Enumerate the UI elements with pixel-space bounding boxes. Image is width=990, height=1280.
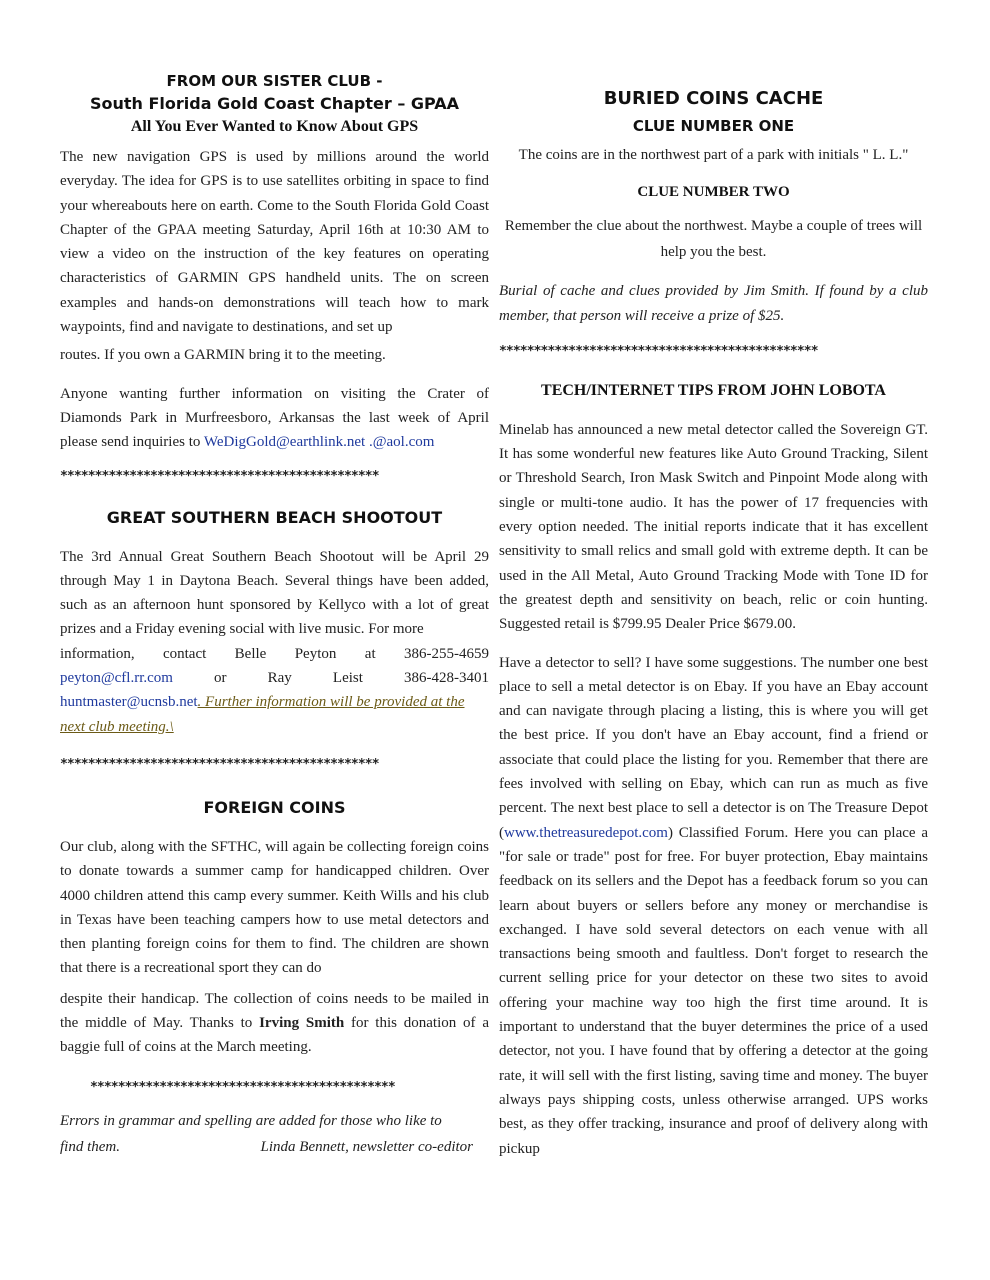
foreign-coins-body-2	[60, 987, 489, 1060]
sell-text-b: ) Classified Forum. Here you can place a "for sale or trade" post for free. For buyer protection, Ebay maintains feedback on its sellers and the Depot has a feedback forum so you can learn about buyers or sellers before any money or merchandise is exchanged. I have sold several detectors on each venue with all transactions being smooth and faultless. Don't forget to research the current selling price for your detector on these two sites to avoid offering your machine way too high the first time around. It is important to understand that the buyer determines the price of a used detector, not you. I have found that by offering a detector at the going rate, it will sell with the first listing, saving time and money. The buyer always pays shipping costs, unless otherwise arranged. UPS works best, as they offer tracking, insurance and proof of delivery along with pickup	[499, 824, 928, 1157]
foreign-coins-body: Our club, along with the SFTHC, will again be collecting foreign coins to donate towards a summer camp for handicapped children. Over 4000 children attend this camp every summer. Keith Wills and his club in Texas have been teaching campers how to use metal detectors and then planting foreign coins for them to find. The children are shown that there is a recreational sport they can do	[60, 838, 489, 977]
ray-word: Ray	[267, 670, 292, 687]
crater-email-link[interactable]: WeDigGold@earthlink.net .@aol.com	[203, 434, 435, 451]
cache-burial-note: Burial of cache and clues provided by Jim Smith. If found by a club member, that person will receive a prize of $25.	[499, 283, 928, 324]
foreign-coins-text: despite their handicap. The collection of coins needs to be mailed in the middle of May. Thanks to	[60, 990, 489, 1032]
crater-text: Anyone wanting further information on visiting the Crater of Diamonds Park in Murfreesboro, Arkansas the last week of April please send inquiries to	[60, 385, 489, 451]
beach-contact-line-2	[60, 666, 489, 690]
divider-stars: **********************************************	[60, 468, 379, 484]
sell-detector-paragraph	[499, 651, 928, 1161]
left-column	[60, 70, 489, 1156]
minelab-paragraph: Minelab has announced a new metal detector called the Sovereign GT. It has some wonderful new features like Auto Ground Tracking, Silent or Threshold Search, Iron Mask Switch and Pinpoint Mode along with single or multi-tone audio. It has the power of 17 frequencies with every option needed. The initial reports indicate that it has excellent sensitivity to small relics and small gold with extreme depth. It can be used in the All Metal, Auto Ground Tracking Mode with Tone ID for the greatest depth and sensitivity on beach, relic or coin hunting. Suggested retail is $799.95 Dealer Price $679.00.	[499, 421, 928, 633]
contact-word: information,	[60, 645, 135, 662]
foreign-coins-text-end: for this donation of a baggie full of coins at the March meeting.	[60, 1015, 489, 1056]
gps-article-title: All You Ever Wanted to Know About GPS	[130, 118, 419, 135]
beach-shootout-body: The 3rd Annual Great Southern Beach Shootout will be April 29 through May 1 in Daytona Beach. Several things have been added, such as an afternoon hunt sponsored by Kellyco with a lot of great prizes and a Friday evening social with live music. For more	[60, 548, 489, 638]
co-editor-signature: Linda Bennett, newsletter co-editor	[260, 1138, 473, 1155]
beach-further-paragraph	[60, 690, 489, 739]
clue-two-text: Remember the clue about the northwest. Maybe a couple of trees will help you the best.	[504, 218, 923, 261]
contact-word: contact	[162, 645, 207, 662]
peyton-email-link[interactable]: peyton@cfl.rr.com	[60, 670, 173, 687]
clue-one-text: The coins are in the northwest part of a park with initials " L. L."	[518, 147, 909, 163]
huntmaster-email-link[interactable]: huntmaster@ucnsb.net	[60, 694, 198, 711]
divider-stars: ********************************************	[90, 1079, 395, 1095]
gps-article-body-end: routes. If you own a GARMIN bring it to the meeting.	[60, 347, 386, 364]
beach-contact-line	[60, 642, 489, 666]
donor-name: Irving Smith	[259, 1015, 345, 1032]
contact-word: Belle	[234, 645, 267, 662]
contact-word: at	[364, 645, 376, 662]
beach-shootout-title: GREAT SOUTHERN BEACH SHOOTOUT	[106, 507, 443, 527]
clue-two-title: CLUE NUMBER TWO	[637, 184, 790, 201]
foreign-coins-title: FOREIGN COINS	[203, 797, 346, 817]
signature-line	[60, 1139, 489, 1156]
contact-phone: 386-255-4659	[404, 645, 489, 662]
clue-one-title: CLUE NUMBER ONE	[632, 117, 795, 135]
crater-paragraph	[60, 382, 489, 455]
leist-word: Leist	[332, 670, 363, 687]
sell-text-a: Have a detector to sell? I have some suggestions. The number one best place to sell a metal detector is on Ebay. If you have an Ebay account and can navigate through placing a listing, this is where you will get the best price. If you don't have an Ebay account, find a friend or associate that could place the listing for you. Remember that there are fees involved with selling on Ebay, which can run as much as five percent. The next best place to sell a detector is on The Treasure Depot (	[499, 654, 928, 841]
contact-word: Peyton	[294, 645, 337, 662]
ray-leist-phone: 386-428-3401	[404, 670, 489, 687]
or-word: or	[214, 670, 227, 687]
tech-tips-title: TECH/INTERNET TIPS FROM JOHN LOBOTA	[541, 381, 886, 399]
sister-club-name: South Florida Gold Coast Chapter – GPAA	[89, 94, 460, 113]
sister-club-kicker: FROM OUR SISTER CLUB -	[166, 72, 383, 90]
errors-note: Errors in grammar and spelling are added for those who like to	[60, 1112, 442, 1129]
gps-article-body: The new navigation GPS is used by millions around the world everyday. The idea for GPS is to use satellites orbiting in space to find your whereabouts here on earth. Come to the South Florida Gold Coast Chapter of the GPAA meeting Saturday, April 16th at 10:30 AM to view a video on the instruction of the key features on operating characteristics of GARMIN GPS handheld units. The on screen examples and hands-on demonstrations will teach how to mark waypoints, find and navigate to destinations, and set up	[60, 149, 489, 336]
divider-stars: **********************************************	[60, 756, 379, 772]
beach-further-info: . Further information will be provided at the next club meeting.\	[60, 694, 465, 735]
treasure-depot-link[interactable]: www.thetreasuredepot.com	[504, 824, 668, 841]
cache-title: BURIED COINS CACHE	[603, 88, 824, 109]
divider-stars: **********************************************	[499, 343, 818, 359]
right-column	[499, 70, 928, 1204]
errors-note-end: find them.	[60, 1138, 120, 1155]
